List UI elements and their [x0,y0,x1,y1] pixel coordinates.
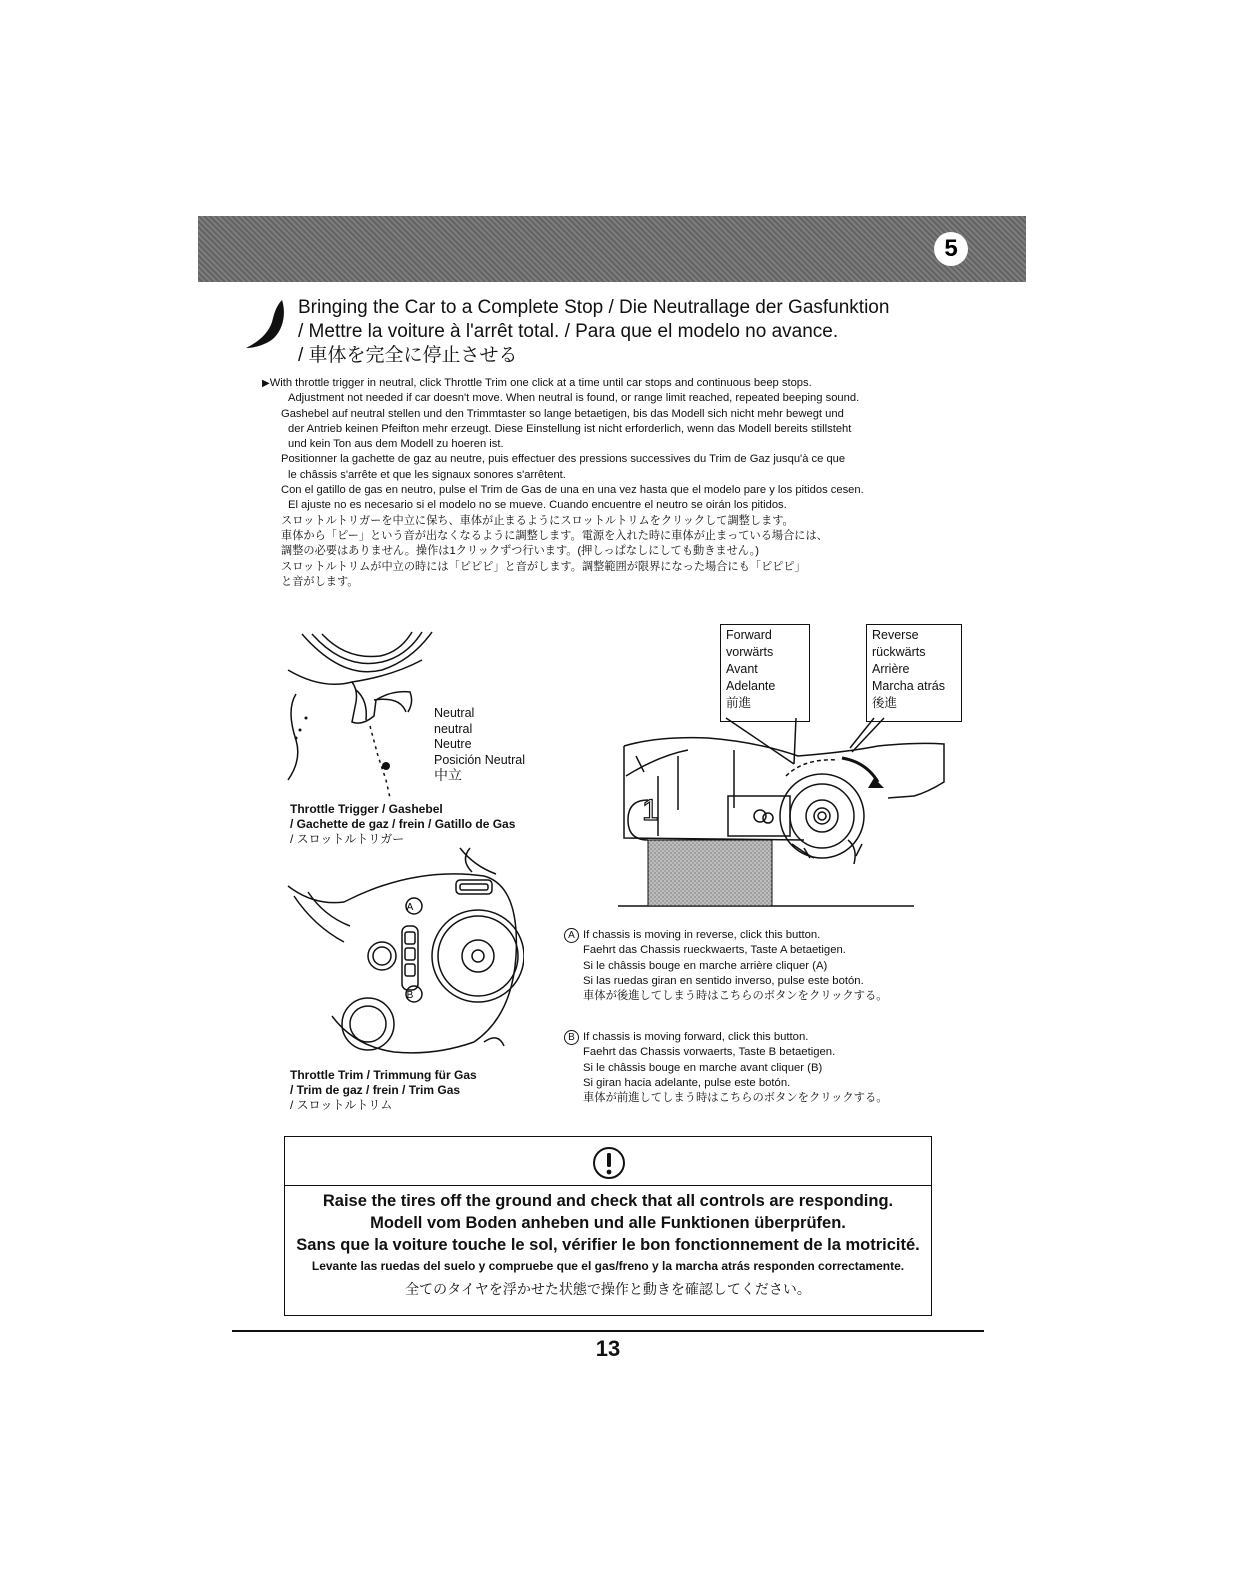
caption-line: / Gachette de gaz / frein / Gatillo de Gas [290,817,516,831]
warning-line-de: Modell vom Boden anheben und alle Funktionen überprüfen. [370,1214,846,1232]
forward-label: Avant [726,662,758,676]
title-swoosh-icon [244,298,292,350]
reverse-label: rückwärts [872,645,926,659]
instruction-line: スロットルトリガーを中立に保ち、車体が止まるようにスロットルトリムをクリックして調整します。 [281,514,794,527]
caption-line: Throttle Trigger / Gashebel [290,802,443,816]
throttle-trigger-illustration [282,630,442,800]
button-b-line: Faehrt das Chassis vorwaerts, Taste B betaetigen. [583,1046,836,1059]
bullet-arrow-icon: ▶ [262,378,270,389]
neutral-label: neutral [434,721,473,736]
throttle-trim-illustration [284,846,524,1060]
car-number: 1 [642,794,659,827]
section-header-bar [198,216,1026,282]
reverse-label: Marcha atrás [872,679,945,693]
car-on-stand-illustration [618,716,948,912]
warning-text [284,1190,932,1302]
button-b-line: Si le châssis bouge en marche avant cliquer (B) [583,1061,823,1074]
svg-text:A: A [406,902,414,913]
instruction-line: le châssis s'arrête et que les signaux sonores s'arrêtent. [288,468,566,481]
neutral-label: Neutre [434,737,472,751]
forward-label-box [720,624,810,722]
reverse-label: Reverse [872,628,919,642]
instruction-line: Positionner la gachette de gaz au neutre, puis effectuer des pressions successives du Trim de Gaz jusqu'à ce que [281,453,846,466]
button-a-line: Si le châssis bouge en marche arrière cliquer (A) [583,959,828,972]
page-title [298,296,998,368]
instruction-line: Gashebel auf neutral stellen und den Trimmtaster so lange betaetigen, bis das Modell sich nicht mehr bewegt und [281,407,844,420]
button-b-marker: B [564,1030,579,1045]
neutral-label: Posición Neutral [434,752,526,767]
button-b-line: If chassis is moving forward, click this button. [583,1031,809,1043]
title-line-1: Bringing the Car to a Complete Stop / Die Neutrallage der Gasfunktion [298,297,890,318]
button-a-line: Si las ruedas giran en sentido inverso, pulse este botón. [583,974,864,987]
step-number-badge: 5 [934,232,968,266]
instruction-line: スロットルトリムが中立の時には「ピピピ」と音がします。調整範囲が限界になった場合にも「ピピピ」 [281,560,806,573]
button-a-line: Faehrt das Chassis rueckwaerts, Taste A betaetigen. [583,944,846,957]
warning-line-fr: Sans que la voiture touche le sol, vérifier le bon fonctionnement de la motricité. [296,1236,920,1254]
footer-divider [232,1330,984,1332]
instruction-line: With throttle trigger in neutral, click Throttle Trim one click at a time until car stops and continuous beep stops. [269,377,812,389]
button-a-line: 車体が後進してしまう時はこちらのボタンをクリックする。 [583,990,888,1003]
forward-label: Forward [726,628,772,642]
instruction-line: 車体から「ピー」という音が出なくなるように調整します。電源を入れた時に車体が止まっている場合には、 [281,529,828,542]
page-number: 13 [595,1336,621,1361]
svg-text:B: B [406,990,414,1001]
instruction-line: und kein Ton aus dem Modell zu hoeren ist. [288,438,504,451]
warning-line-jp: 全てのタイヤを浮かせた状態で操作と動きを確認してください。 [405,1281,811,1297]
neutral-label: Neutral [434,706,475,720]
instruction-line: 調整の必要はありません。操作は1クリックずつ行います。(押しっぱなしにしても動きません。) [281,545,759,558]
title-line-2: / Mettre la voiture à l'arrêt total. / Para que el modelo no avance. [298,321,839,342]
caption-line: / スロットルトリム [290,1098,393,1112]
forward-label: Adelante [726,679,776,693]
warning-line-es: Levante las ruedas del suelo y compruebe que el gas/freno y la marcha atrás responden correctamente. [311,1259,905,1273]
forward-label: 前進 [726,696,752,710]
instruction-line: El ajuste no es necesario si el modelo no se mueve. Cuando encuentre el neutro se oirán los pitidos. [288,499,787,512]
instructions-block [262,376,1002,590]
reverse-label-box [866,624,962,722]
forward-label: vorwärts [726,645,774,659]
reverse-label: 後進 [872,696,898,710]
caption-line: / Trim de gaz / frein / Trim Gas [290,1083,461,1097]
instruction-line: と音がします。 [281,575,359,588]
throttle-trigger-caption [290,802,515,847]
neutral-position-labels [434,706,525,784]
warning-exclamation-icon [592,1146,626,1180]
neutral-label: 中立 [434,767,462,783]
button-b-description [564,1030,888,1106]
instruction-line: der Antrieb keinen Pfeifton mehr erzeugt. Diese Einstellung ist nicht erforderlich, wenn das Modell bereits stillsteht [288,422,852,435]
warning-line-en: Raise the tires off the ground and check that all controls are responding. [322,1192,894,1210]
button-a-line: If chassis is moving in reverse, click this button. [583,929,821,941]
caption-line: Throttle Trim / Trimmung für Gas [290,1068,477,1082]
button-a-marker: A [564,928,579,943]
button-b-line: Si giran hacia adelante, pulse este botón. [583,1076,791,1089]
button-b-line: 車体が前進してしまう時はこちらのボタンをクリックする。 [583,1092,888,1105]
instruction-line: Con el gatillo de gas en neutro, pulse el Trim de Gas de una en una vez hasta que el modelo pare y los pitidos cesen. [281,484,864,497]
title-line-3: / 車体を完全に停止させる [298,345,518,366]
button-a-description [564,928,888,1004]
caption-line: / スロットルトリガー [290,832,405,846]
reverse-label: Arrière [872,662,910,676]
instruction-line: Adjustment not needed if car doesn't move. When neutral is found, or range limit reached, repeated beeping sound. [288,392,860,405]
throttle-trim-caption [290,1068,477,1113]
